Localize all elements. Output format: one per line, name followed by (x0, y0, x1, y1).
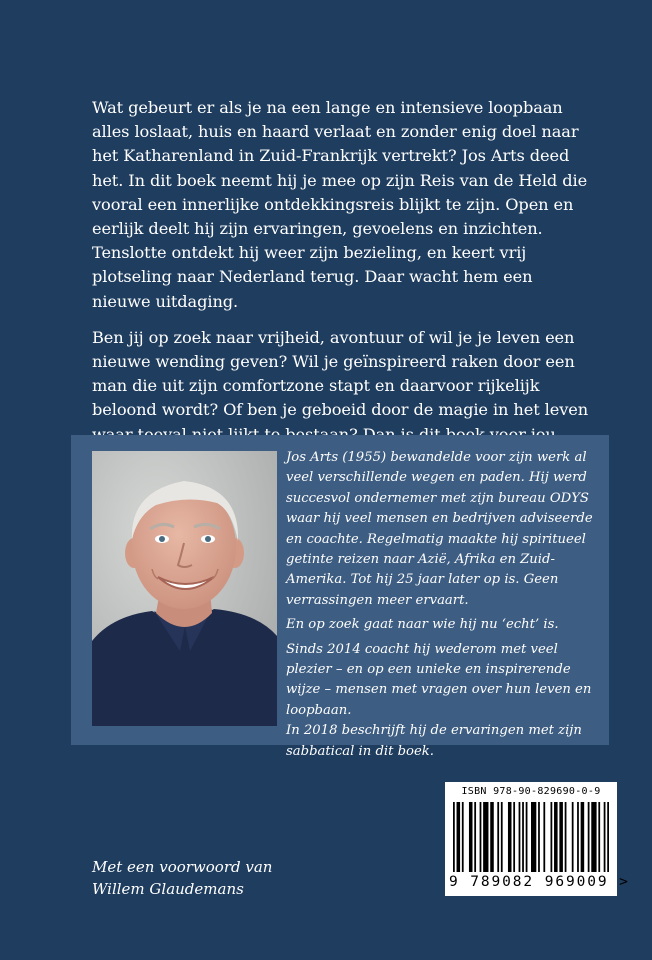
barcode-bar (543, 802, 545, 872)
foreword-line-1: Met een voorwoord van (92, 858, 273, 876)
barcode-bar (559, 802, 563, 872)
bio-paragraph-2: En op zoek gaat naar wie hij nu ‘echt’ is. (286, 617, 559, 633)
bio-paragraph-3: Sinds 2014 coacht hij wederom met veel plezier – en op een unieke en inspirerende wijze – mensen met vragen over hun leven en loopbaan. (286, 641, 592, 718)
barcode-bar (501, 802, 503, 872)
ean-right-digits: 969009 (544, 874, 609, 890)
foreword-author: Willem Glaudemans (92, 880, 244, 898)
barcode-bar (519, 802, 521, 872)
barcode-bar (572, 802, 574, 872)
ean-quiet-zone-marker: > (619, 874, 630, 890)
barcode-bar (554, 802, 558, 872)
ean-lead-digit: 9 (449, 874, 460, 890)
barcode-bar (581, 802, 585, 872)
foreword-credit (92, 856, 352, 900)
barcode-bar (508, 802, 512, 872)
back-cover-blurb (92, 96, 592, 483)
barcode-bar (522, 802, 524, 872)
barcode-bar (565, 802, 567, 872)
bio-paragraph-4: In 2018 beschrijft hij de ervaringen met zijn sabbatical in dit boek. (286, 723, 582, 759)
author-bio (286, 448, 594, 766)
barcode-bar (598, 802, 600, 872)
barcode-bar (607, 802, 609, 872)
ean-digits (449, 874, 630, 890)
barcode-bar (526, 802, 528, 872)
barcode-bar (591, 802, 596, 872)
barcode-bar (480, 802, 482, 872)
barcode-bar (497, 802, 499, 872)
barcode-bar (604, 802, 606, 872)
isbn-barcode (445, 782, 630, 896)
barcode-bar (538, 802, 540, 872)
barcode-bar (462, 802, 464, 872)
barcode-bar (551, 802, 553, 872)
barcode-bar (577, 802, 579, 872)
barcode-bar (474, 802, 476, 872)
barcode-bar (483, 802, 488, 872)
blurb-paragraph-1: Wat gebeurt er als je na een lange en intensieve loopbaan alles loslaat, huis en haard verlaat en zonder enig doel naar het Katharenland in Zuid-Frankrijk vertrekt? Jos Arts deed het. In dit boek neemt hij je mee op zijn Reis van de Held die vooral een innerlijke ontdekkingsreis blijkt te zijn. Open en eerlijk deelt hij zijn ervaringen, gevoelens en inzichten. Tenslotte ontdekt hij weer zijn bezieling, en keert vrij plotseling naar Nederland terug. Daar wacht hem een nieuwe uitdaging. (92, 98, 588, 311)
isbn-number: ISBN 978-90-829690-0-9 (461, 786, 601, 797)
barcode-bar (457, 802, 461, 872)
barcode-bar (490, 802, 494, 872)
blurb-paragraph-2: Ben jij op zoek naar vrijheid, avontuur of wil je je leven een nieuwe wending geven? Wil je geïnspireerd raken door een man die uit zijn comfortzone stapt en daarvoor rijkelijk beloond wordt? Of ben je geboeid door de magie in het leven (92, 327, 589, 420)
bio-paragraph-1: Jos Arts (1955) bewandelde voor zijn werk al veel verschillende wegen en paden. Hij werd succesvol ondernemer met zijn bureau ODYS waar hij veel mensen en bedrijven adviseerde en coachte. Regelmatig maakte hij spiritueel getinte reizen naar Azië, Afrika en Zuid-Amerika. Tot hij 25 jaar later op is. Geen verrassingen meer ervaart. (286, 450, 593, 608)
barcode-bar (453, 802, 455, 872)
barcode-bar (513, 802, 515, 872)
barcode-bar (469, 802, 473, 872)
ean-left-digits: 789082 (470, 874, 535, 890)
barcode-bar (588, 802, 590, 872)
author-photo (92, 451, 277, 726)
barcode-bars (453, 802, 609, 872)
barcode-bar (531, 802, 536, 872)
